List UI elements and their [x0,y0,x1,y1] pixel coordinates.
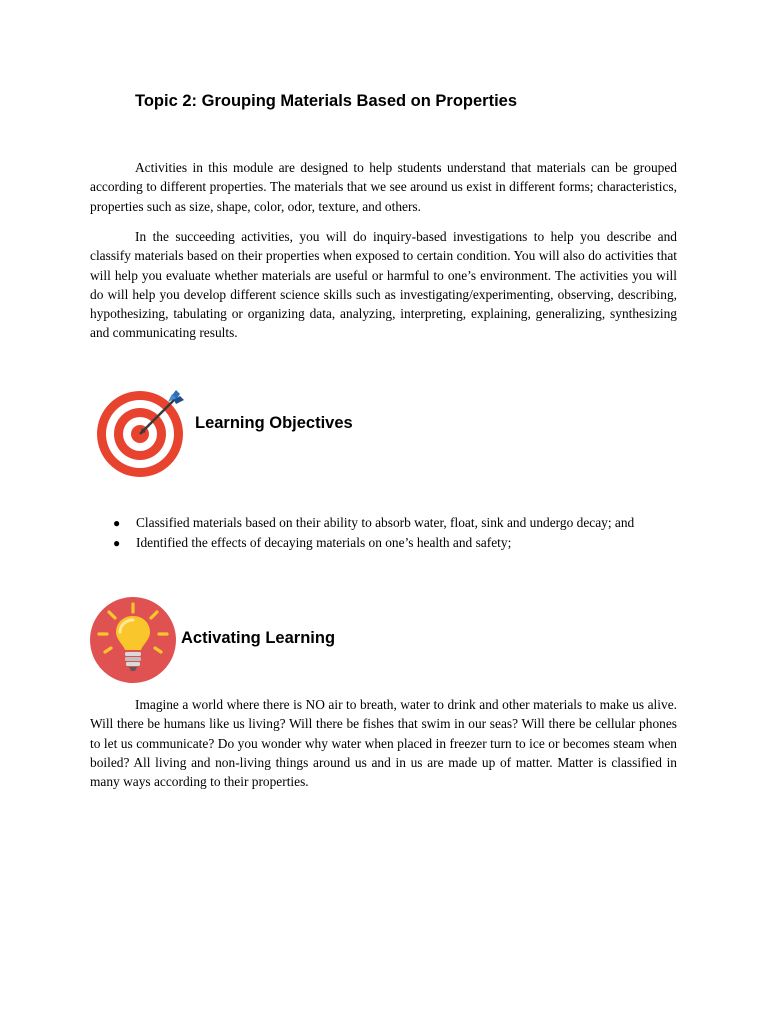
intro-paragraph-2: In the succeeding activities, you will do inquiry-based investigations to help you describe and classify materials based on their properties when exposed to certain condition. You will also do activities that will help you evaluate whether materials are useful or harmful to one’s environment. The activities you will do will help you develop different science skills such as investigating/experimenting, observing, describing, hypothesizing, tabulating or organizing data, analyzing, interpreting, explaining, generalizing, synthesizing and communicating results. [90,229,677,341]
bullet-icon: ● [113,536,121,550]
objective-text: Identified the effects of decaying materials on one’s health and safety; [136,535,512,550]
topic-title: Topic 2: Grouping Materials Based on Properties [135,92,518,110]
list-item [90,514,678,532]
intro-paragraph-1: Activities in this module are designed to help students understand that materials can be grouped according to different properties. The materials that we see around us exist in different forms; characteristics, properties such as size, shape, color, odor, texture, and others. [90,160,677,214]
lightbulb-icon [89,596,177,684]
activating-learning-heading: Activating Learning [181,629,336,647]
activating-paragraph: Imagine a world where there is NO air to breath, water to drink and other materials to make us alive. Will there be humans like us living? Will there be fishes that swim in our seas? Will there be cellular phones to let us communicate? Do you wonder why water when placed in freezer turn to ice or becomes steam when boiled? All living and non-living things around us and in us are made up of matter. Matter is classified in many ways according to their properties. [90,697,677,790]
bullet-icon: ● [113,516,121,530]
objectives-list [90,514,678,554]
learning-objectives-heading: Learning Objectives [195,414,353,432]
list-item [90,534,678,552]
target-icon [96,386,188,478]
objective-text: Classified materials based on their ability to absorb water, float, sink and undergo decay; and [136,515,635,530]
